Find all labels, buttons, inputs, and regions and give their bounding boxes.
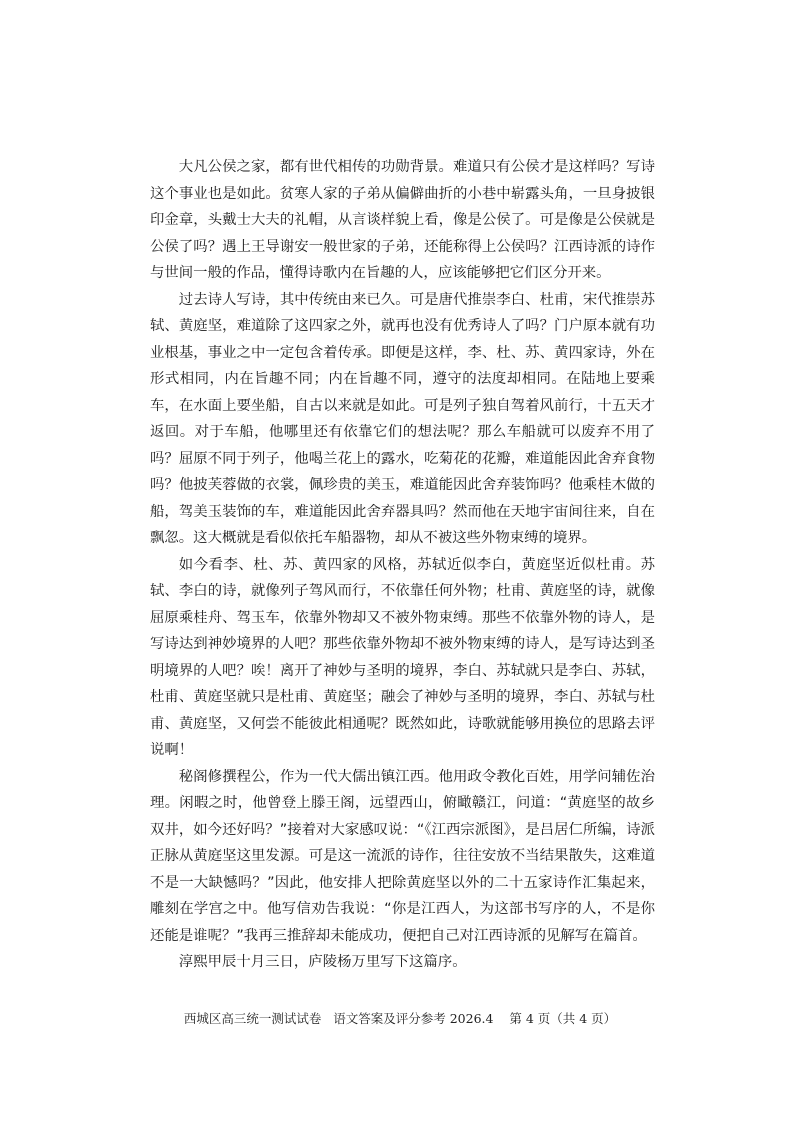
paragraph-3: 如今看李、杜、苏、黄四家的风格，苏轼近似李白，黄庭坚近似杜甫。苏轼、李白的诗，就像列子驾风而行，不依靠任何外物；杜甫、黄庭坚的诗，就像屈原乘桂舟、驾玉车，依靠外物却又不被外物束缚。那些不依靠外物的诗人，是写诗达到神妙境界的人吧？那些依靠外物却不被外物束缚的诗人，是写诗达到圣明境界的人吧？唉！离开了神妙与圣明的境界，李白、苏轼就只是李白、苏轼，杜甫、黄庭坚就只是杜甫、黄庭坚；融会了神妙与圣明的境界，李白、苏轼与杜甫、黄庭坚，又何尝不能彼此相通呢？既然如此，诗歌就能够用换位的思路去评说啊！: [150, 556, 655, 758]
paragraph-2: 过去诗人写诗，其中传统由来已久。可是唐代推崇李白、杜甫，宋代推崇苏轼、黄庭坚，难道除了这四家之外，就再也没有优秀诗人了吗？门户原本就有功业根基，事业之中一定包含着传承。即便是这样，李、杜、苏、黄四家诗，外在形式相同，内在旨趣不同；内在旨趣不同，遵守的法度却相同。在陆地上要乘车，在水面上要坐船，自古以来就是如此。可是列子独自驾着风前行，十五天才返回。对于车船，他哪里还有依靠它们的想法呢？那么车船就可以废弃不用了吗？屈原不同于列子，他喝兰花上的露水，吃菊花的花瓣，难道能因此舍弃食物吗？他披芙蓉做的衣裳，佩珍贵的美玉，难道能因此舍弃装饰吗？他乘桂木做的船，驾美玉装饰的车，难道能因此舍弃器具吗？然而他在天地宇宙间往来，自在飘忽。这大概就是看似依托车船器物，却从不被这些外物束缚的境界。: [150, 291, 655, 546]
paragraph-4: 秘阁修撰程公，作为一代大儒出镇江西。他用政令教化百姓，用学问辅佐治理。闲暇之时，他曾登上滕王阁，远望西山，俯瞰赣江，问道：“黄庭坚的故乡双井，如今还好吗？”接着对大家感叹说：“《江西宗派图》，是吕居仁所编，诗派正脉从黄庭坚这里发源。可是这一流派的诗作，往往安放不当结果散失，这难道不是一大缺憾吗？”因此，他安排人把除黄庭坚以外的二十五家诗作汇集起来，雕刻在学宫之中。他写信劝告我说：“你是江西人，为这部书写序的人，不是你还能是谁呢？”我再三推辞却未能成功，便把自己对江西诗派的见解写在篇首。: [150, 768, 655, 944]
answer-text-body: [150, 154, 655, 976]
paragraph-5: 淳熙甲辰十月三日，庐陵杨万里写下这篇序。: [178, 954, 467, 970]
paragraph-1: 大凡公侯之家，都有世代相传的功勋背景。难道只有公侯才是这样吗？写诗这个事业也是如此。贫寒人家的子弟从偏僻曲折的小巷中崭露头角，一旦身披银印金章，头戴士大夫的礼帽，从言谈样貌上看，像是公侯了。可是像是公侯就是公侯了吗？遇上王导谢安一般世家的子弟，还能称得上公侯吗？江西诗派的诗作与世间一般的作品，懂得诗歌内在旨趣的人，应该能够把它们区分开来。: [150, 159, 655, 281]
page-footer: 西城区高三统一测试试卷 语文答案及评分参考 2026.4 第 4 页（共 4 页）: [183, 1011, 617, 1026]
